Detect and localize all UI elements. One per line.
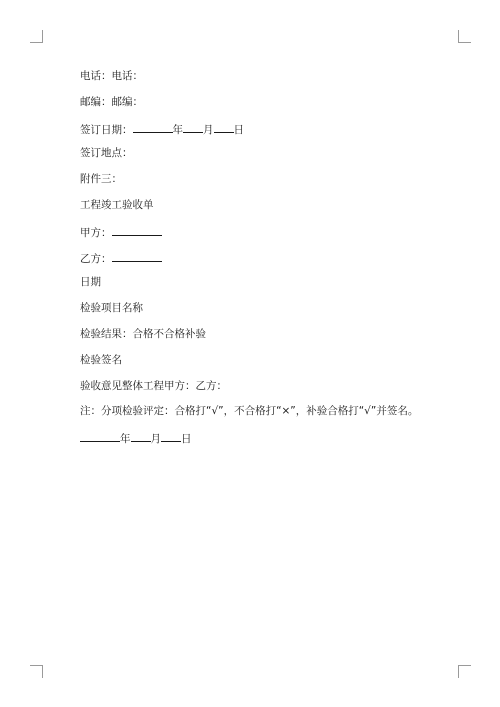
footer-date-day-label: 日 — [181, 433, 192, 446]
footer-date-month-label: 月 — [150, 433, 161, 446]
document-body — [80, 70, 460, 457]
party-b-blank — [112, 251, 162, 262]
phone-line: 电话：电话： — [80, 70, 143, 82]
footer-date-day-blank — [161, 431, 181, 442]
sign-date-year-blank — [133, 122, 173, 133]
sign-date-label: 签订日期： — [80, 123, 133, 136]
note-line: 注：分项检验评定：合格打“√”，不合格打“×”，补验合格打“√”并签名。 — [80, 405, 419, 418]
footer-date-year-blank — [80, 431, 120, 442]
sign-place-line: 签订地点： — [80, 147, 133, 160]
sign-date-year-label: 年 — [172, 123, 183, 136]
signature-line: 检验签名 — [80, 353, 122, 366]
sign-date-month-label: 月 — [203, 123, 214, 136]
crop-mark-top-left — [30, 30, 43, 43]
result-line: 检验结果：合格不合格补验 — [80, 327, 206, 340]
party-a-label: 甲方： — [80, 226, 112, 239]
footer-date-line — [80, 431, 460, 444]
attachment-line: 附件三： — [80, 173, 122, 186]
party-b-label: 乙方： — [80, 252, 112, 265]
footer-date-month-blank — [131, 431, 151, 442]
crop-mark-bottom-right — [458, 665, 471, 678]
party-b-line — [80, 251, 460, 264]
crop-mark-bottom-left — [30, 665, 43, 678]
sign-date-month-blank — [183, 122, 203, 133]
item-name-line: 检验项目名称 — [80, 302, 143, 315]
footer-date-year-label: 年 — [120, 433, 131, 446]
form-title: 工程竣工验收单 — [80, 198, 154, 211]
party-a-blank — [112, 225, 162, 236]
opinion-line: 验收意见整体工程甲方：乙方： — [80, 379, 227, 392]
crop-mark-top-right — [458, 30, 471, 43]
party-a-line — [80, 225, 460, 238]
sign-date-day-blank — [214, 122, 234, 133]
sign-date-day-label: 日 — [233, 123, 244, 136]
sign-date-line — [80, 122, 460, 135]
postcode-line: 邮编：邮编： — [80, 95, 143, 108]
date-line: 日期 — [80, 276, 101, 289]
